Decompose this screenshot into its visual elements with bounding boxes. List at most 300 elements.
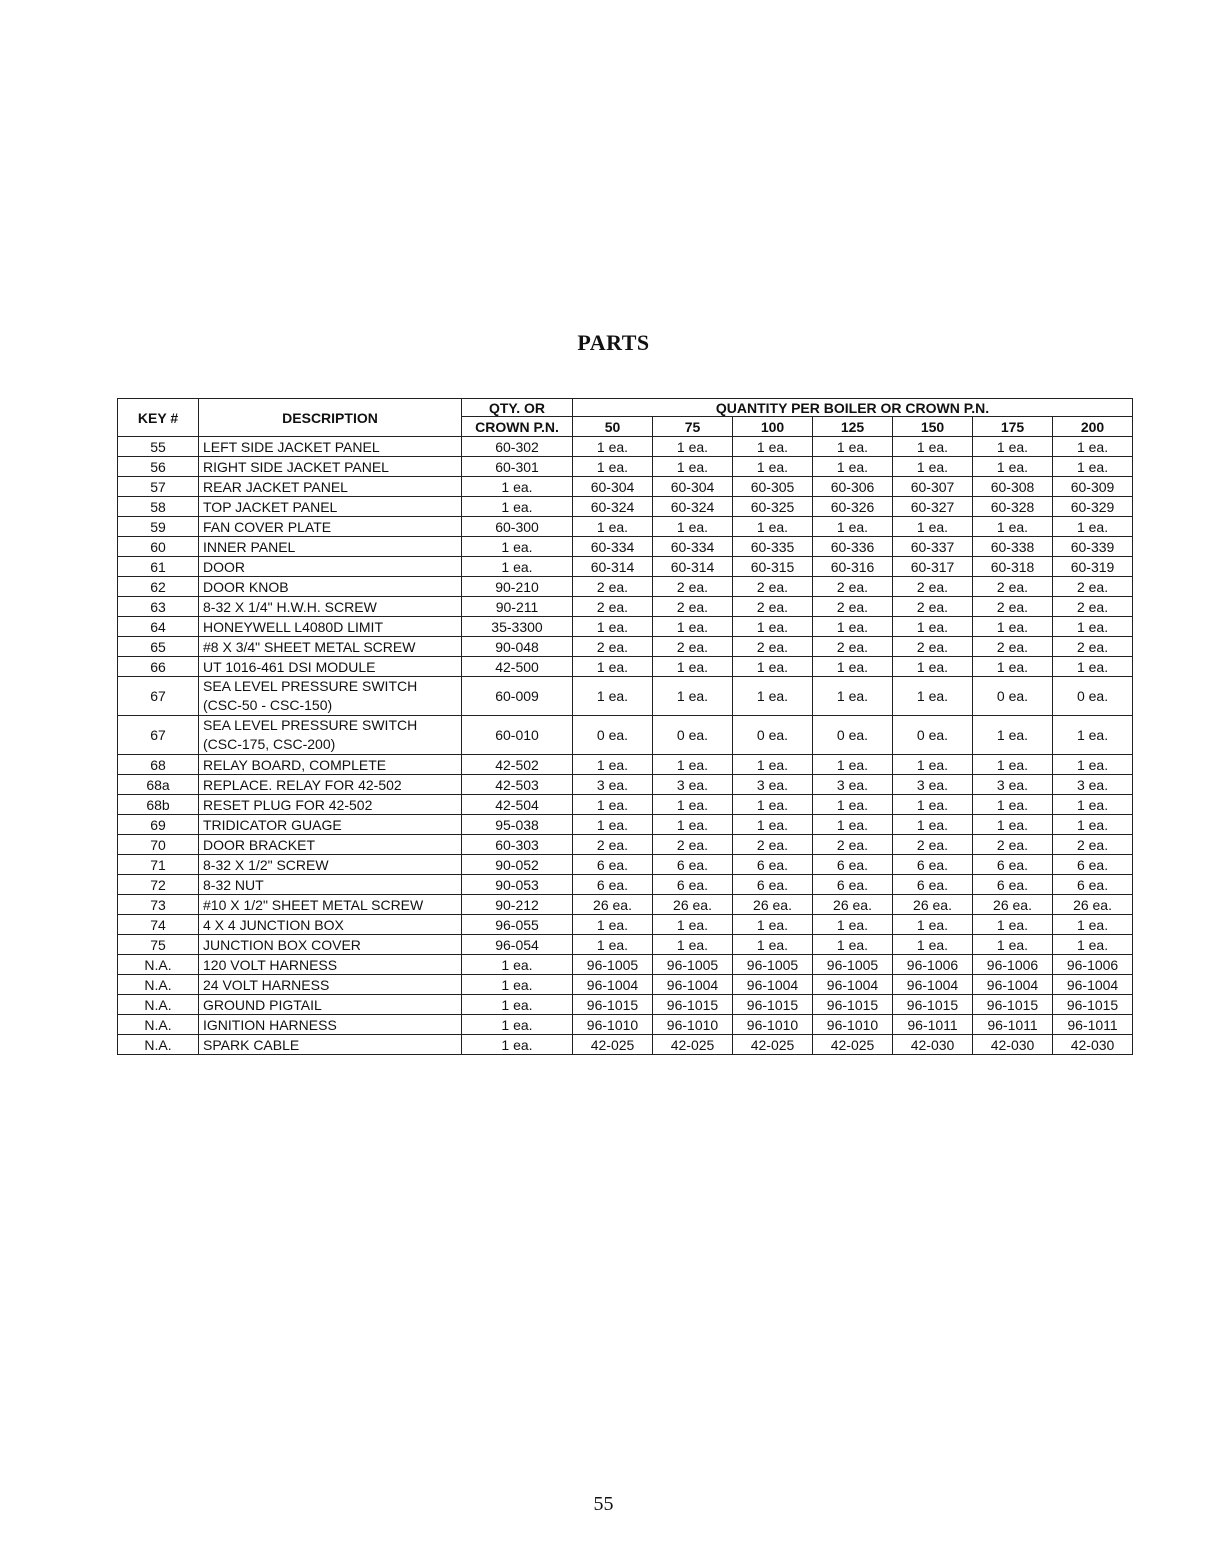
qty-cell: 42-503 [462, 775, 573, 795]
header-quantity-group: QUANTITY PER BOILER OR CROWN P.N. [573, 399, 1133, 417]
qty-cell: 1 ea. [462, 975, 573, 995]
quantity-cell: 96-1010 [573, 1015, 653, 1035]
quantity-cell: 6 ea. [893, 875, 973, 895]
quantity-cell: 1 ea. [733, 517, 813, 537]
description-cell: INNER PANEL [199, 537, 462, 557]
table-row [118, 1035, 1133, 1055]
quantity-cell: 60-307 [893, 477, 973, 497]
quantity-cell: 60-329 [1053, 497, 1133, 517]
quantity-cell: 1 ea. [813, 815, 893, 835]
quantity-cell: 96-1004 [653, 975, 733, 995]
quantity-cell: 2 ea. [733, 637, 813, 657]
quantity-cell: 96-1015 [653, 995, 733, 1015]
table-row [118, 437, 1133, 457]
quantity-cell: 3 ea. [733, 775, 813, 795]
qty-cell: 42-504 [462, 795, 573, 815]
qty-cell: 60-300 [462, 517, 573, 537]
description-cell: RIGHT SIDE JACKET PANEL [199, 457, 462, 477]
quantity-cell: 2 ea. [973, 597, 1053, 617]
quantity-cell: 2 ea. [1053, 597, 1133, 617]
description-cell: LEFT SIDE JACKET PANEL [199, 437, 462, 457]
quantity-cell: 1 ea. [813, 457, 893, 477]
quantity-cell: 1 ea. [573, 915, 653, 935]
table-row [118, 517, 1133, 537]
key-cell: N.A. [118, 995, 199, 1015]
key-cell: 61 [118, 557, 199, 577]
quantity-cell: 1 ea. [893, 677, 973, 716]
quantity-cell: 6 ea. [813, 855, 893, 875]
quantity-cell: 96-1004 [973, 975, 1053, 995]
quantity-cell: 60-334 [573, 537, 653, 557]
header-size-100: 100 [733, 417, 813, 437]
quantity-cell: 96-1015 [973, 995, 1053, 1015]
key-cell: 69 [118, 815, 199, 835]
quantity-cell: 2 ea. [733, 597, 813, 617]
quantity-cell: 2 ea. [653, 597, 733, 617]
quantity-cell: 2 ea. [973, 835, 1053, 855]
quantity-cell: 1 ea. [653, 677, 733, 716]
table-row [118, 537, 1133, 557]
description-cell: 4 X 4 JUNCTION BOX [199, 915, 462, 935]
qty-cell: 96-055 [462, 915, 573, 935]
quantity-cell: 96-1011 [973, 1015, 1053, 1035]
quantity-cell: 1 ea. [573, 517, 653, 537]
table-row [118, 657, 1133, 677]
quantity-cell: 1 ea. [813, 935, 893, 955]
quantity-cell: 1 ea. [813, 517, 893, 537]
quantity-cell: 1 ea. [653, 815, 733, 835]
table-row [118, 577, 1133, 597]
quantity-cell: 1 ea. [893, 657, 973, 677]
description-cell: 8-32 NUT [199, 875, 462, 895]
qty-cell: 1 ea. [462, 537, 573, 557]
quantity-cell: 26 ea. [893, 895, 973, 915]
quantity-cell: 2 ea. [973, 637, 1053, 657]
quantity-cell: 2 ea. [813, 597, 893, 617]
qty-cell: 1 ea. [462, 497, 573, 517]
quantity-cell: 60-305 [733, 477, 813, 497]
quantity-cell: 1 ea. [653, 935, 733, 955]
quantity-cell: 1 ea. [653, 457, 733, 477]
key-cell: 67 [118, 716, 199, 755]
quantity-cell: 1 ea. [1053, 795, 1133, 815]
quantity-cell: 60-304 [573, 477, 653, 497]
quantity-cell: 1 ea. [973, 457, 1053, 477]
quantity-cell: 2 ea. [893, 597, 973, 617]
key-cell: 68a [118, 775, 199, 795]
quantity-cell: 1 ea. [893, 437, 973, 457]
description-cell: 8-32 X 1/2" SCREW [199, 855, 462, 875]
quantity-cell: 96-1004 [1053, 975, 1133, 995]
table-row [118, 955, 1133, 975]
header-size-150: 150 [893, 417, 973, 437]
key-cell: 57 [118, 477, 199, 497]
quantity-cell: 42-025 [733, 1035, 813, 1055]
key-cell: 63 [118, 597, 199, 617]
key-cell: 72 [118, 875, 199, 895]
key-cell: 73 [118, 895, 199, 915]
qty-cell: 60-010 [462, 716, 573, 755]
quantity-cell: 1 ea. [733, 677, 813, 716]
key-cell: N.A. [118, 1035, 199, 1055]
header-size-125: 125 [813, 417, 893, 437]
key-cell: 55 [118, 437, 199, 457]
quantity-cell: 6 ea. [1053, 855, 1133, 875]
key-cell: N.A. [118, 975, 199, 995]
key-cell: N.A. [118, 1015, 199, 1035]
quantity-cell: 96-1015 [733, 995, 813, 1015]
quantity-cell: 96-1005 [733, 955, 813, 975]
qty-cell: 42-502 [462, 755, 573, 775]
quantity-cell: 60-336 [813, 537, 893, 557]
table-row [118, 895, 1133, 915]
quantity-cell: 1 ea. [973, 915, 1053, 935]
quantity-cell: 1 ea. [1053, 517, 1133, 537]
quantity-cell: 42-030 [893, 1035, 973, 1055]
quantity-cell: 60-318 [973, 557, 1053, 577]
quantity-cell: 96-1004 [813, 975, 893, 995]
quantity-cell: 60-309 [1053, 477, 1133, 497]
description-cell: DOOR KNOB [199, 577, 462, 597]
quantity-cell: 1 ea. [973, 815, 1053, 835]
table-row [118, 875, 1133, 895]
quantity-cell: 60-314 [573, 557, 653, 577]
quantity-cell: 60-315 [733, 557, 813, 577]
quantity-cell: 60-316 [813, 557, 893, 577]
quantity-cell: 2 ea. [573, 597, 653, 617]
quantity-cell: 1 ea. [653, 437, 733, 457]
quantity-cell: 1 ea. [893, 457, 973, 477]
quantity-cell: 96-1015 [1053, 995, 1133, 1015]
table-row [118, 477, 1133, 497]
quantity-cell: 60-339 [1053, 537, 1133, 557]
quantity-cell: 1 ea. [973, 437, 1053, 457]
quantity-cell: 1 ea. [813, 617, 893, 637]
quantity-cell: 26 ea. [973, 895, 1053, 915]
qty-cell: 60-302 [462, 437, 573, 457]
key-cell: 56 [118, 457, 199, 477]
quantity-cell: 1 ea. [1053, 617, 1133, 637]
quantity-cell: 2 ea. [1053, 577, 1133, 597]
qty-cell: 1 ea. [462, 955, 573, 975]
quantity-cell: 6 ea. [653, 855, 733, 875]
header-qty-line1: QTY. OR [462, 399, 573, 417]
quantity-cell: 60-308 [973, 477, 1053, 497]
quantity-cell: 1 ea. [653, 517, 733, 537]
quantity-cell: 6 ea. [573, 875, 653, 895]
quantity-cell: 1 ea. [973, 935, 1053, 955]
quantity-cell: 1 ea. [973, 517, 1053, 537]
description-cell: TRIDICATOR GUAGE [199, 815, 462, 835]
quantity-cell: 1 ea. [733, 935, 813, 955]
quantity-cell: 1 ea. [893, 795, 973, 815]
quantity-cell: 60-326 [813, 497, 893, 517]
quantity-cell: 1 ea. [1053, 437, 1133, 457]
quantity-cell: 26 ea. [733, 895, 813, 915]
header-size-50: 50 [573, 417, 653, 437]
quantity-cell: 42-025 [653, 1035, 733, 1055]
quantity-cell: 2 ea. [813, 577, 893, 597]
quantity-cell: 6 ea. [733, 875, 813, 895]
quantity-cell: 2 ea. [653, 637, 733, 657]
quantity-cell: 60-337 [893, 537, 973, 557]
table-body [118, 437, 1133, 1055]
quantity-cell: 96-1011 [893, 1015, 973, 1035]
quantity-cell: 1 ea. [813, 795, 893, 815]
quantity-cell: 1 ea. [733, 915, 813, 935]
header-qty-line2: CROWN P.N. [462, 417, 573, 437]
key-cell: 66 [118, 657, 199, 677]
quantity-cell: 1 ea. [573, 457, 653, 477]
quantity-cell: 60-314 [653, 557, 733, 577]
quantity-cell: 0 ea. [893, 716, 973, 755]
quantity-cell: 1 ea. [733, 457, 813, 477]
quantity-cell: 1 ea. [733, 617, 813, 637]
description-cell: JUNCTION BOX COVER [199, 935, 462, 955]
table-row [118, 915, 1133, 935]
quantity-cell: 2 ea. [813, 637, 893, 657]
table-row [118, 835, 1133, 855]
quantity-cell: 42-025 [813, 1035, 893, 1055]
quantity-cell: 2 ea. [893, 835, 973, 855]
quantity-cell: 6 ea. [973, 855, 1053, 875]
quantity-cell: 3 ea. [893, 775, 973, 795]
quantity-cell: 2 ea. [653, 835, 733, 855]
quantity-cell: 60-335 [733, 537, 813, 557]
table-row [118, 716, 1133, 755]
description-cell: UT 1016-461 DSI MODULE [199, 657, 462, 677]
quantity-cell: 0 ea. [973, 677, 1053, 716]
page-title: PARTS [577, 330, 650, 355]
qty-cell: 35-3300 [462, 617, 573, 637]
quantity-cell: 2 ea. [573, 835, 653, 855]
description-cell: REAR JACKET PANEL [199, 477, 462, 497]
qty-cell: 1 ea. [462, 995, 573, 1015]
quantity-cell: 0 ea. [573, 716, 653, 755]
quantity-cell: 2 ea. [813, 835, 893, 855]
description-cell: FAN COVER PLATE [199, 517, 462, 537]
description-cell: SPARK CABLE [199, 1035, 462, 1055]
key-cell: 68 [118, 755, 199, 775]
table-row [118, 637, 1133, 657]
quantity-cell: 1 ea. [1053, 657, 1133, 677]
page-number: 55 [593, 1493, 614, 1515]
key-cell: 75 [118, 935, 199, 955]
header-key: KEY # [118, 399, 199, 437]
quantity-cell: 60-324 [653, 497, 733, 517]
quantity-cell: 2 ea. [1053, 637, 1133, 657]
quantity-cell: 60-317 [893, 557, 973, 577]
quantity-cell: 1 ea. [653, 755, 733, 775]
key-cell: 64 [118, 617, 199, 637]
quantity-cell: 96-1015 [893, 995, 973, 1015]
quantity-cell: 6 ea. [653, 875, 733, 895]
quantity-cell: 1 ea. [813, 915, 893, 935]
quantity-cell: 96-1015 [813, 995, 893, 1015]
description-cell: DOOR [199, 557, 462, 577]
quantity-cell: 1 ea. [573, 935, 653, 955]
quantity-cell: 60-325 [733, 497, 813, 517]
description-cell: HONEYWELL L4080D LIMIT [199, 617, 462, 637]
quantity-cell: 1 ea. [733, 657, 813, 677]
quantity-cell: 1 ea. [893, 617, 973, 637]
quantity-cell: 26 ea. [813, 895, 893, 915]
key-cell: 62 [118, 577, 199, 597]
quantity-cell: 1 ea. [653, 915, 733, 935]
table-row [118, 617, 1133, 637]
quantity-cell: 2 ea. [893, 637, 973, 657]
quantity-cell: 1 ea. [973, 657, 1053, 677]
quantity-cell: 6 ea. [573, 855, 653, 875]
quantity-cell: 42-030 [1053, 1035, 1133, 1055]
quantity-cell: 1 ea. [1053, 457, 1133, 477]
key-cell: 68b [118, 795, 199, 815]
qty-cell: 1 ea. [462, 1015, 573, 1035]
qty-cell: 1 ea. [462, 557, 573, 577]
qty-cell: 90-052 [462, 855, 573, 875]
quantity-cell: 60-328 [973, 497, 1053, 517]
quantity-cell: 2 ea. [573, 577, 653, 597]
quantity-cell: 1 ea. [1053, 915, 1133, 935]
table-header [118, 399, 1133, 437]
quantity-cell: 1 ea. [813, 677, 893, 716]
quantity-cell: 60-327 [893, 497, 973, 517]
qty-cell: 96-054 [462, 935, 573, 955]
description-cell: REPLACE. RELAY FOR 42-502 [199, 775, 462, 795]
quantity-cell: 96-1010 [813, 1015, 893, 1035]
table-row [118, 457, 1133, 477]
quantity-cell: 60-319 [1053, 557, 1133, 577]
quantity-cell: 1 ea. [813, 755, 893, 775]
table-row [118, 815, 1133, 835]
quantity-cell: 26 ea. [653, 895, 733, 915]
quantity-cell: 6 ea. [973, 875, 1053, 895]
quantity-cell: 1 ea. [1053, 716, 1133, 755]
quantity-cell: 1 ea. [653, 795, 733, 815]
qty-cell: 60-303 [462, 835, 573, 855]
quantity-cell: 0 ea. [1053, 677, 1133, 716]
quantity-cell: 1 ea. [893, 935, 973, 955]
quantity-cell: 1 ea. [573, 677, 653, 716]
quantity-cell: 1 ea. [813, 657, 893, 677]
quantity-cell: 1 ea. [973, 755, 1053, 775]
table-row [118, 995, 1133, 1015]
table-row [118, 677, 1133, 716]
key-cell: 74 [118, 915, 199, 935]
quantity-cell: 96-1005 [573, 955, 653, 975]
quantity-cell: 1 ea. [893, 815, 973, 835]
quantity-cell: 60-338 [973, 537, 1053, 557]
key-cell: 58 [118, 497, 199, 517]
description-cell: TOP JACKET PANEL [199, 497, 462, 517]
quantity-cell: 0 ea. [733, 716, 813, 755]
key-cell: N.A. [118, 955, 199, 975]
quantity-cell: 2 ea. [1053, 835, 1133, 855]
parts-table [117, 398, 1133, 1055]
quantity-cell: 60-304 [653, 477, 733, 497]
quantity-cell: 1 ea. [893, 915, 973, 935]
table-row [118, 497, 1133, 517]
quantity-cell: 1 ea. [893, 517, 973, 537]
quantity-cell: 96-1010 [733, 1015, 813, 1035]
key-cell: 70 [118, 835, 199, 855]
quantity-cell: 96-1011 [1053, 1015, 1133, 1035]
quantity-cell: 1 ea. [573, 755, 653, 775]
header-size-175: 175 [973, 417, 1053, 437]
quantity-cell: 96-1015 [573, 995, 653, 1015]
quantity-cell: 1 ea. [573, 815, 653, 835]
quantity-cell: 96-1006 [893, 955, 973, 975]
description-cell: #8 X 3/4" SHEET METAL SCREW [199, 637, 462, 657]
quantity-cell: 2 ea. [893, 577, 973, 597]
qty-cell: 90-053 [462, 875, 573, 895]
quantity-cell: 1 ea. [1053, 815, 1133, 835]
qty-cell: 60-009 [462, 677, 573, 716]
quantity-cell: 3 ea. [653, 775, 733, 795]
quantity-cell: 96-1004 [893, 975, 973, 995]
key-cell: 65 [118, 637, 199, 657]
table-row [118, 775, 1133, 795]
key-cell: 67 [118, 677, 199, 716]
quantity-cell: 1 ea. [1053, 755, 1133, 775]
description-cell: DOOR BRACKET [199, 835, 462, 855]
quantity-cell: 1 ea. [733, 437, 813, 457]
quantity-cell: 2 ea. [573, 637, 653, 657]
table-row [118, 755, 1133, 775]
description-cell: SEA LEVEL PRESSURE SWITCH (CSC-50 - CSC-150) [199, 677, 462, 716]
quantity-cell: 1 ea. [733, 815, 813, 835]
quantity-cell: 3 ea. [1053, 775, 1133, 795]
quantity-cell: 1 ea. [573, 437, 653, 457]
quantity-cell: 1 ea. [653, 617, 733, 637]
quantity-cell: 42-030 [973, 1035, 1053, 1055]
quantity-cell: 96-1006 [973, 955, 1053, 975]
quantity-cell: 1 ea. [973, 795, 1053, 815]
quantity-cell: 1 ea. [733, 755, 813, 775]
quantity-cell: 60-334 [653, 537, 733, 557]
quantity-cell: 2 ea. [733, 577, 813, 597]
description-cell: 8-32 X 1/4" H.W.H. SCREW [199, 597, 462, 617]
key-cell: 60 [118, 537, 199, 557]
header-size-75: 75 [653, 417, 733, 437]
quantity-cell: 1 ea. [973, 716, 1053, 755]
description-cell: #10 X 1/2" SHEET METAL SCREW [199, 895, 462, 915]
quantity-cell: 96-1010 [653, 1015, 733, 1035]
quantity-cell: 1 ea. [573, 795, 653, 815]
quantity-cell: 0 ea. [813, 716, 893, 755]
quantity-cell: 96-1006 [1053, 955, 1133, 975]
quantity-cell: 96-1005 [813, 955, 893, 975]
quantity-cell: 1 ea. [573, 617, 653, 637]
quantity-cell: 2 ea. [973, 577, 1053, 597]
description-cell: RESET PLUG FOR 42-502 [199, 795, 462, 815]
quantity-cell: 0 ea. [653, 716, 733, 755]
qty-cell: 42-500 [462, 657, 573, 677]
quantity-cell: 6 ea. [733, 855, 813, 875]
quantity-cell: 60-306 [813, 477, 893, 497]
qty-cell: 1 ea. [462, 477, 573, 497]
quantity-cell: 42-025 [573, 1035, 653, 1055]
quantity-cell: 1 ea. [1053, 935, 1133, 955]
quantity-cell: 96-1005 [653, 955, 733, 975]
qty-cell: 90-211 [462, 597, 573, 617]
table-row [118, 1015, 1133, 1035]
description-cell: RELAY BOARD, COMPLETE [199, 755, 462, 775]
quantity-cell: 26 ea. [573, 895, 653, 915]
quantity-cell: 1 ea. [893, 755, 973, 775]
table-row [118, 597, 1133, 617]
quantity-cell: 2 ea. [733, 835, 813, 855]
